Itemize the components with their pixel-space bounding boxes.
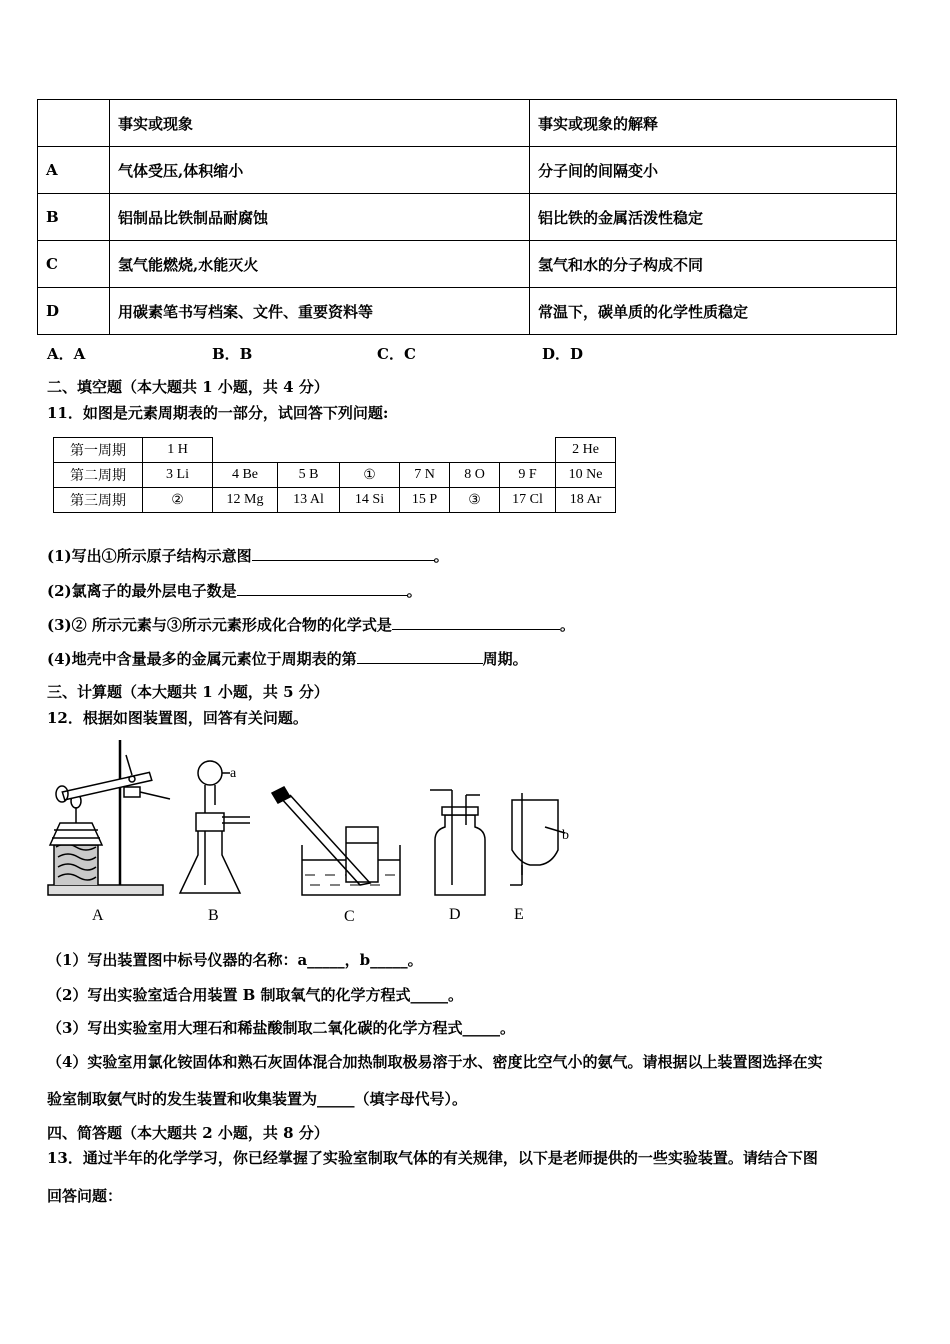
element-cell: ③ xyxy=(450,488,500,513)
question-13-line1: 13．通过半年的化学学习，你已经掌握了实验室制取气体的有关规律，以下是老师提供的一些实验装置。请结合下图 xyxy=(47,1149,818,1167)
q12-sub1: （1）写出装置图中标号仪器的名称：a_____，b_____。 xyxy=(47,951,423,969)
element-cell: 5 B xyxy=(278,463,340,488)
apparatus-b xyxy=(180,761,250,893)
empty-cell xyxy=(450,438,500,463)
q11-sub3-end: 。 xyxy=(559,616,575,634)
row-fact: 氢气能燃烧,水能灭火 xyxy=(110,241,530,288)
row-explain: 铝比铁的金属活泼性稳定 xyxy=(530,194,897,241)
empty-cell xyxy=(278,438,340,463)
apparatus-c xyxy=(272,787,400,895)
element-cell: 14 Si xyxy=(340,488,400,513)
q11-sub2 xyxy=(47,580,422,601)
element-cell: 15 P xyxy=(400,488,450,513)
option-a[interactable]: A．A xyxy=(47,345,86,363)
row-explain: 常温下，碳单质的化学性质稳定 xyxy=(530,288,897,335)
q12-sub2: （2）写出实验室适合用装置 B 制取氧气的化学方程式_____。 xyxy=(47,986,464,1004)
element-cell: 4 Be xyxy=(213,463,278,488)
period-label: 第三周期 xyxy=(54,488,143,513)
option-b[interactable]: B．B xyxy=(212,345,253,363)
mark-a: a xyxy=(230,766,237,781)
element-cell: 3 Li xyxy=(143,463,213,488)
question-11: 11．如图是元素周期表的一部分，试回答下列问题: xyxy=(47,404,389,422)
option-c[interactable]: C．C xyxy=(377,345,416,363)
table-header-row xyxy=(38,100,897,147)
row-label: A xyxy=(38,147,110,194)
q11-sub1 xyxy=(47,545,449,566)
answer-blank[interactable] xyxy=(252,546,434,561)
period-label: 第二周期 xyxy=(54,463,143,488)
row-label: B xyxy=(38,194,110,241)
q11-sub4-end: 周期。 xyxy=(482,650,528,668)
element-cell: 12 Mg xyxy=(213,488,278,513)
element-cell: 18 Ar xyxy=(556,488,616,513)
row-explain: 氢气和水的分子构成不同 xyxy=(530,241,897,288)
apparatus-e xyxy=(510,793,565,885)
apparatus-a xyxy=(48,740,170,895)
q12-sub4-line1: （4）实验室用氯化铵固体和熟石灰固体混合加热制取极易溶于水、密度比空气小的氨气。请根据以上装置图选择在实 xyxy=(47,1053,823,1071)
fig-label-a: A xyxy=(92,907,104,924)
table-row xyxy=(38,288,897,335)
answer-blank[interactable] xyxy=(392,615,560,630)
row-label: D xyxy=(38,288,110,335)
element-cell: 8 O xyxy=(450,463,500,488)
q11-sub4 xyxy=(47,648,528,669)
row-fact: 气体受压,体积缩小 xyxy=(110,147,530,194)
table-row xyxy=(38,147,897,194)
section-heading-4: 四、简答题（本大题共 2 小题，共 8 分） xyxy=(47,1124,329,1142)
q11-sub4-text: (4)地壳中含量最多的金属元素位于周期表的第 xyxy=(47,650,357,668)
table-row xyxy=(38,194,897,241)
answer-blank[interactable] xyxy=(357,649,483,664)
mark-b: b xyxy=(562,828,569,843)
element-cell: 13 Al xyxy=(278,488,340,513)
element-cell: 10 Ne xyxy=(556,463,616,488)
element-cell: 9 F xyxy=(500,463,556,488)
q12-sub3: （3）写出实验室用大理石和稀盐酸制取二氧化碳的化学方程式_____。 xyxy=(47,1019,515,1037)
fig-label-d: D xyxy=(449,906,461,923)
q11-sub2-end: 。 xyxy=(406,582,422,600)
fig-label-e: E xyxy=(514,906,524,923)
answer-blank[interactable] xyxy=(237,581,407,596)
element-cell: ① xyxy=(340,463,400,488)
question-12: 12．根据如图装置图，回答有关问题。 xyxy=(47,709,308,727)
element-cell: 2 He xyxy=(556,438,616,463)
q11-sub1-text: (1)写出①所示原子结构示意图 xyxy=(47,547,252,565)
periodic-table xyxy=(53,437,616,513)
question-13-line2: 回答问题： xyxy=(47,1187,123,1205)
fig-label-b: B xyxy=(208,907,219,924)
q12-sub4-line2: 验室制取氨气时的发生装置和收集装置为_____（填字母代号）。 xyxy=(47,1090,468,1108)
q11-sub2-text: (2)氯离子的最外层电子数是 xyxy=(47,582,237,600)
q11-sub1-end: 。 xyxy=(433,547,449,565)
empty-cell xyxy=(340,438,400,463)
empty-cell xyxy=(400,438,450,463)
header-blank xyxy=(38,100,110,147)
fact-table xyxy=(37,99,897,335)
header-explain: 事实或现象的解释 xyxy=(530,100,897,147)
element-cell: 1 H xyxy=(143,438,213,463)
row-label: C xyxy=(38,241,110,288)
element-cell: 7 N xyxy=(400,463,450,488)
apparatus-figure xyxy=(40,735,600,925)
row-explain: 分子间的间隔变小 xyxy=(530,147,897,194)
fig-label-c: C xyxy=(344,908,355,925)
q11-sub3-text: (3)② 所示元素与③所示元素形成化合物的化学式是 xyxy=(47,616,392,634)
empty-cell xyxy=(500,438,556,463)
row-fact: 用碳素笔书写档案、文件、重要资料等 xyxy=(110,288,530,335)
section-heading-2: 二、填空题（本大题共 1 小题，共 4 分） xyxy=(47,378,329,396)
row-fact: 铝制品比铁制品耐腐蚀 xyxy=(110,194,530,241)
empty-cell xyxy=(213,438,278,463)
header-fact: 事实或现象 xyxy=(110,100,530,147)
table-row xyxy=(38,241,897,288)
q11-sub3 xyxy=(47,614,575,635)
option-d[interactable]: D．D xyxy=(542,345,584,363)
period-label: 第一周期 xyxy=(54,438,143,463)
element-cell: ② xyxy=(143,488,213,513)
section-heading-3: 三、计算题（本大题共 1 小题，共 5 分） xyxy=(47,683,329,701)
apparatus-d xyxy=(430,790,485,895)
element-cell: 17 Cl xyxy=(500,488,556,513)
